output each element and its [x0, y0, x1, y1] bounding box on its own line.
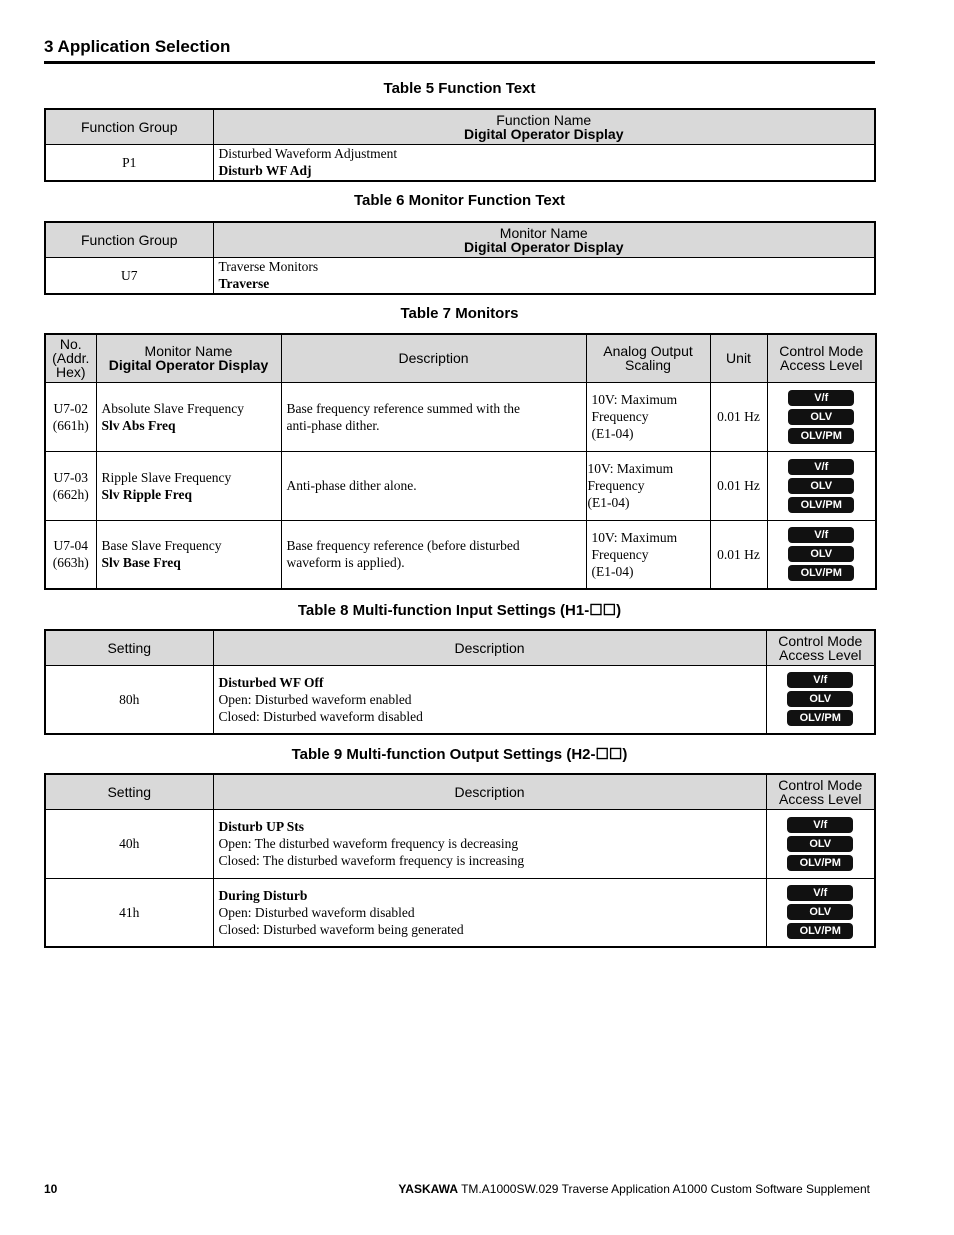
table7-header-unit: Unit — [710, 334, 767, 382]
table7-cell-access — [767, 451, 876, 520]
table-row — [45, 451, 876, 520]
table5-function-name: Disturbed Waveform Adjustment — [218, 146, 398, 162]
table7-cell-unit: 0.01 Hz — [710, 382, 767, 451]
table8-cell-description — [213, 665, 766, 734]
table7-header-name-label: Monitor Name — [144, 343, 233, 360]
table6-cell-name — [213, 257, 875, 294]
monitor-description-line2: anti-phase dither. — [286, 417, 380, 433]
brand-name: YASKAWA — [398, 1182, 458, 1196]
table8-cell-access — [766, 665, 875, 734]
table7-cell-description — [281, 451, 586, 520]
table9-header-row — [45, 774, 875, 809]
table-row — [45, 809, 875, 878]
table7-header-access-line1: Control Mode — [779, 343, 864, 360]
table8-header-access — [766, 630, 875, 665]
table7-header-scaling-line2: Scaling — [625, 357, 671, 374]
table6-monitor-name: Traverse Monitors — [218, 259, 319, 275]
scaling-line1: 10V: Maximum — [587, 461, 674, 476]
monitor-description-line2: waveform is applied). — [286, 555, 405, 571]
table9-cell-description — [213, 809, 766, 878]
table7-cell-name — [96, 382, 281, 451]
monitor-number: U7-02 — [53, 400, 88, 416]
table7-header-description: Description — [281, 334, 586, 382]
scaling-line3: (E1-04) — [587, 495, 630, 510]
scaling-line2: Frequency — [591, 409, 649, 424]
olv-badge: OLV — [787, 836, 853, 852]
table5-display-name: Disturb WF Adj — [218, 163, 312, 179]
table7-cell-unit: 0.01 Hz — [710, 451, 767, 520]
olv-badge: OLV — [788, 546, 854, 562]
table7-header-access-line2: Access Level — [780, 357, 863, 374]
scaling-line3: (E1-04) — [591, 563, 634, 579]
table6 — [44, 221, 876, 295]
table-row — [45, 520, 876, 589]
table9-header-setting: Setting — [45, 774, 213, 809]
scaling-line2: Frequency — [591, 546, 649, 562]
table5-caption: Table 5 Function Text — [383, 80, 536, 97]
table7-cell-scaling — [586, 382, 710, 451]
table7-cell-access — [767, 520, 876, 589]
monitor-description-line1: Anti-phase dither alone. — [286, 478, 417, 493]
table7-cell-no — [45, 451, 96, 520]
table9-cell-access — [766, 809, 875, 878]
table6-header-name-label: Monitor Name — [499, 224, 588, 241]
vf-badge: V/f — [788, 390, 854, 406]
table6-header-display-label: Digital Operator Display — [464, 238, 624, 255]
olvpm-badge: OLV/PM — [788, 497, 854, 513]
table9-header-access — [766, 774, 875, 809]
table5-header-display-label: Digital Operator Display — [464, 125, 624, 142]
setting-line1: Open: Disturbed waveform disabled — [218, 904, 415, 920]
setting-title: Disturbed WF Off — [218, 674, 324, 690]
olv-badge: OLV — [788, 409, 854, 425]
table7-cell-name — [96, 520, 281, 589]
table6-header-row — [45, 222, 875, 257]
table5-cell-group: P1 — [45, 144, 213, 181]
table6-caption: Table 6 Monitor Function Text — [353, 192, 566, 209]
monitor-address: (661h) — [52, 417, 89, 433]
table-row — [45, 382, 876, 451]
table9-caption: Table 9 Multi-function Output Settings (H2-☐☐) — [291, 746, 628, 763]
scaling-line2: Frequency — [587, 478, 645, 493]
table7-header-scaling — [586, 334, 710, 382]
table-row — [45, 665, 875, 734]
monitor-display-name: Slv Ripple Freq — [101, 486, 193, 502]
table7-header-no — [45, 334, 96, 382]
vf-badge: V/f — [787, 885, 853, 901]
table6-header-group: Function Group — [45, 222, 213, 257]
olvpm-badge: OLV/PM — [787, 855, 853, 871]
table8 — [44, 629, 876, 735]
setting-line1: Open: The disturbed waveform frequency is decreasing — [218, 836, 519, 851]
vf-badge: V/f — [787, 817, 853, 833]
table5 — [44, 108, 876, 182]
olv-badge: OLV — [788, 478, 854, 494]
table8-header-description: Description — [213, 630, 766, 665]
table8-cell-setting: 80h — [45, 665, 213, 734]
table7-caption: Table 7 Monitors — [400, 305, 519, 322]
monitor-name: Absolute Slave Frequency — [101, 400, 244, 416]
table7-cell-unit: 0.01 Hz — [710, 520, 767, 589]
table8-header-setting: Setting — [45, 630, 213, 665]
table5-cell-name — [213, 144, 875, 181]
table7-cell-no — [45, 520, 96, 589]
table8-header-access-line1: Control Mode — [778, 632, 863, 649]
table9-cell-setting: 41h — [45, 878, 213, 947]
scaling-line1: 10V: Maximum — [591, 392, 678, 407]
table7-cell-scaling — [586, 451, 710, 520]
vf-badge: V/f — [788, 527, 854, 543]
scaling-line1: 10V: Maximum — [591, 529, 678, 545]
olvpm-badge: OLV/PM — [787, 710, 853, 726]
vf-badge: V/f — [788, 459, 854, 475]
table7-header-display-label: Digital Operator Display — [108, 357, 269, 374]
table-row — [45, 257, 875, 294]
table7-cell-access — [767, 382, 876, 451]
table7-header-row — [45, 334, 876, 382]
section-header: 3 Application Selection — [44, 37, 875, 64]
monitor-address: (663h) — [52, 555, 89, 571]
table7-header-scaling-line1: Analog Output — [603, 343, 693, 360]
table7-cell-no — [45, 382, 96, 451]
footer-document-title — [398, 1182, 870, 1196]
table9-cell-access — [766, 878, 875, 947]
table8-header-row — [45, 630, 875, 665]
monitor-name: Base Slave Frequency — [101, 538, 222, 554]
vf-badge: V/f — [787, 672, 853, 688]
table7-cell-description — [281, 382, 586, 451]
monitor-name: Ripple Slave Frequency — [101, 469, 232, 485]
table7-cell-name — [96, 451, 281, 520]
table7-header-name — [96, 334, 281, 382]
olv-badge: OLV — [787, 691, 853, 707]
olvpm-badge: OLV/PM — [788, 428, 854, 444]
table6-header-name — [213, 222, 875, 257]
table9-header-access-line2: Access Level — [779, 790, 862, 807]
scaling-line3: (E1-04) — [591, 426, 634, 441]
monitor-address: (662h) — [52, 486, 89, 502]
setting-line2: Closed: Disturbed waveform being generated — [218, 921, 464, 937]
table7-header-no-line3: Hex) — [55, 364, 86, 381]
table-row — [45, 144, 875, 181]
setting-line2: Closed: The disturbed waveform frequency is increasing — [218, 853, 525, 868]
table9-header-description: Description — [213, 774, 766, 809]
table7-header-no-line1: No. — [59, 336, 82, 353]
table9-cell-setting: 40h — [45, 809, 213, 878]
table5-header-row — [45, 109, 875, 144]
table7-cell-scaling — [586, 520, 710, 589]
monitor-number: U7-03 — [53, 469, 88, 485]
table8-header-access-line2: Access Level — [779, 646, 862, 663]
table7-cell-description — [281, 520, 586, 589]
table9-header-access-line1: Control Mode — [778, 776, 863, 793]
olvpm-badge: OLV/PM — [787, 923, 853, 939]
table-row — [45, 878, 875, 947]
table9-cell-description — [213, 878, 766, 947]
setting-line1: Open: Disturbed waveform enabled — [218, 691, 412, 707]
page-number: 10 — [44, 1182, 58, 1196]
table6-display-name: Traverse — [218, 276, 270, 292]
olvpm-badge: OLV/PM — [788, 565, 854, 581]
monitor-display-name: Slv Abs Freq — [101, 417, 176, 433]
setting-title: Disturb UP Sts — [218, 819, 305, 834]
monitor-description-line1: Base frequency reference (before disturbed — [286, 538, 520, 554]
monitor-display-name: Slv Base Freq — [101, 555, 181, 571]
setting-title: During Disturb — [218, 887, 308, 903]
monitor-description-line1: Base frequency reference summed with the — [286, 400, 521, 416]
monitor-number: U7-04 — [53, 538, 88, 554]
table7-header-access — [767, 334, 876, 382]
document-reference: TM.A1000SW.029 Traverse Application A1000 Custom Software Supplement — [457, 1182, 870, 1196]
table7-header-no-line2: (Addr. — [52, 350, 90, 367]
table6-cell-group: U7 — [45, 257, 213, 294]
table8-caption: Table 8 Multi-function Input Settings (H1-☐☐) — [297, 602, 622, 619]
table5-header-group: Function Group — [45, 109, 213, 144]
table7 — [44, 333, 877, 590]
setting-line2: Closed: Disturbed waveform disabled — [218, 708, 423, 724]
table5-header-name — [213, 109, 875, 144]
table5-header-name-label: Function Name — [496, 111, 592, 128]
olv-badge: OLV — [787, 904, 853, 920]
table9 — [44, 773, 876, 948]
